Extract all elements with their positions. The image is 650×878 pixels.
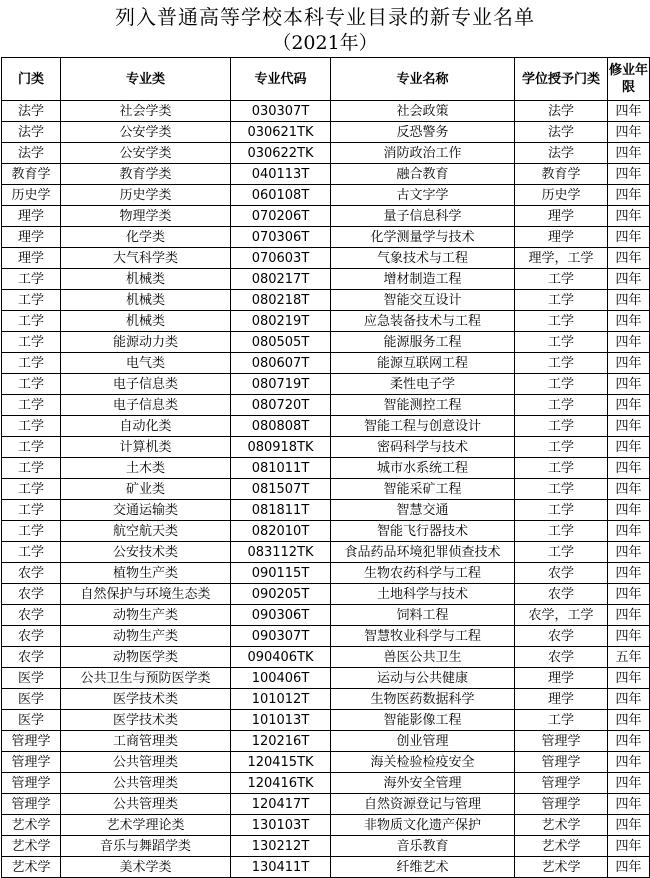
cell-code: 130411T [231, 857, 331, 878]
cell-degree: 理学 [515, 689, 608, 710]
cell-category: 理学 [2, 206, 61, 227]
table-row [2, 857, 650, 878]
cell-category: 艺术学 [2, 857, 61, 878]
cell-class: 公共管理类 [61, 773, 231, 794]
cell-name: 食品药品环境犯罪侦查技术 [331, 542, 515, 563]
cell-code: 080607T [231, 353, 331, 374]
cell-category: 农学 [2, 605, 61, 626]
cell-degree: 工学 [515, 710, 608, 731]
cell-class: 教育学类 [61, 164, 231, 185]
cell-category: 艺术学 [2, 815, 61, 836]
cell-duration: 四年 [608, 773, 650, 794]
cell-code: 030307T [231, 101, 331, 122]
cell-code: 080720T [231, 395, 331, 416]
cell-category: 工学 [2, 521, 61, 542]
cell-category: 农学 [2, 584, 61, 605]
header-name: 专业名称 [331, 58, 515, 101]
cell-category: 医学 [2, 689, 61, 710]
cell-code: 090205T [231, 584, 331, 605]
cell-name: 生物医药数据科学 [331, 689, 515, 710]
cell-category: 医学 [2, 668, 61, 689]
cell-name: 自然资源登记与管理 [331, 794, 515, 815]
cell-class: 自然保护与环境生态类 [61, 584, 231, 605]
cell-class: 电子信息类 [61, 374, 231, 395]
cell-class: 机械类 [61, 269, 231, 290]
cell-class: 计算机类 [61, 437, 231, 458]
cell-class: 机械类 [61, 311, 231, 332]
cell-name: 智慧交通 [331, 500, 515, 521]
cell-duration: 四年 [608, 836, 650, 857]
cell-code: 090306T [231, 605, 331, 626]
table-row [2, 626, 650, 647]
cell-class: 音乐与舞蹈学类 [61, 836, 231, 857]
cell-name: 社会政策 [331, 101, 515, 122]
cell-category: 工学 [2, 500, 61, 521]
cell-name: 化学测量学与技术 [331, 227, 515, 248]
cell-category: 管理学 [2, 731, 61, 752]
cell-degree: 管理学 [515, 794, 608, 815]
cell-duration: 四年 [608, 752, 650, 773]
cell-class: 化学类 [61, 227, 231, 248]
header-code: 专业代码 [231, 58, 331, 101]
cell-name: 纤维艺术 [331, 857, 515, 878]
table-row [2, 647, 650, 668]
cell-degree: 理学 [515, 227, 608, 248]
cell-code: 101012T [231, 689, 331, 710]
cell-degree: 工学 [515, 395, 608, 416]
table-row [2, 689, 650, 710]
cell-code: 080218T [231, 290, 331, 311]
cell-class: 艺术学理论类 [61, 815, 231, 836]
cell-name: 非物质文化遗产保护 [331, 815, 515, 836]
cell-name: 融合教育 [331, 164, 515, 185]
cell-name: 海外安全管理 [331, 773, 515, 794]
majors-table [1, 57, 650, 878]
cell-category: 工学 [2, 542, 61, 563]
cell-name: 创业管理 [331, 731, 515, 752]
cell-duration: 四年 [608, 605, 650, 626]
cell-degree: 工学 [515, 311, 608, 332]
cell-degree: 管理学 [515, 731, 608, 752]
cell-name: 应急装备技术与工程 [331, 311, 515, 332]
cell-category: 工学 [2, 353, 61, 374]
table-row [2, 269, 650, 290]
cell-degree: 法学 [515, 122, 608, 143]
cell-name: 智能工程与创意设计 [331, 416, 515, 437]
cell-degree: 农学 [515, 647, 608, 668]
cell-code: 080719T [231, 374, 331, 395]
cell-category: 医学 [2, 710, 61, 731]
cell-degree: 工学 [515, 479, 608, 500]
cell-duration: 四年 [608, 122, 650, 143]
cell-class: 公共卫生与预防医学类 [61, 668, 231, 689]
cell-category: 工学 [2, 269, 61, 290]
cell-duration: 四年 [608, 542, 650, 563]
table-row [2, 542, 650, 563]
cell-code: 030621TK [231, 122, 331, 143]
table-row [2, 773, 650, 794]
cell-name: 能源互联网工程 [331, 353, 515, 374]
cell-degree: 教育学 [515, 164, 608, 185]
cell-degree: 工学 [515, 269, 608, 290]
cell-class: 社会学类 [61, 101, 231, 122]
cell-category: 农学 [2, 563, 61, 584]
cell-duration: 四年 [608, 101, 650, 122]
table-row [2, 794, 650, 815]
table-row [2, 521, 650, 542]
cell-duration: 四年 [608, 626, 650, 647]
cell-name: 生物农药科学与工程 [331, 563, 515, 584]
cell-duration: 四年 [608, 269, 650, 290]
cell-class: 公安技术类 [61, 542, 231, 563]
cell-category: 管理学 [2, 794, 61, 815]
header-degree: 学位授予门类 [515, 58, 608, 101]
cell-code: 081811T [231, 500, 331, 521]
table-row [2, 374, 650, 395]
cell-duration: 四年 [608, 143, 650, 164]
table-header-row [2, 58, 650, 101]
cell-name: 智能影像工程 [331, 710, 515, 731]
table-row [2, 605, 650, 626]
cell-duration: 五年 [608, 647, 650, 668]
cell-duration: 四年 [608, 206, 650, 227]
table-row [2, 185, 650, 206]
cell-duration: 四年 [608, 290, 650, 311]
cell-code: 070206T [231, 206, 331, 227]
document-year: （2021年） [272, 32, 378, 54]
cell-degree: 艺术学 [515, 857, 608, 878]
cell-name: 反恐警务 [331, 122, 515, 143]
cell-name: 智能采矿工程 [331, 479, 515, 500]
cell-degree: 理学 [515, 206, 608, 227]
cell-name: 柔性电子学 [331, 374, 515, 395]
cell-duration: 四年 [608, 248, 650, 269]
cell-class: 大气科学类 [61, 248, 231, 269]
cell-duration: 四年 [608, 689, 650, 710]
cell-duration: 四年 [608, 500, 650, 521]
cell-degree: 工学 [515, 521, 608, 542]
cell-degree: 理学，工学 [515, 248, 608, 269]
cell-duration: 四年 [608, 332, 650, 353]
cell-name: 智能测控工程 [331, 395, 515, 416]
table-row [2, 311, 650, 332]
cell-name: 增材制造工程 [331, 269, 515, 290]
cell-name: 饲料工程 [331, 605, 515, 626]
table-row [2, 206, 650, 227]
document-title: 列入普通高等学校本科专业目录的新专业名单 [115, 5, 535, 29]
cell-class: 机械类 [61, 290, 231, 311]
cell-class: 公安学类 [61, 122, 231, 143]
cell-class: 公共管理类 [61, 752, 231, 773]
cell-duration: 四年 [608, 227, 650, 248]
table-row [2, 437, 650, 458]
cell-degree: 工学 [515, 416, 608, 437]
table-body [2, 101, 650, 878]
cell-category: 管理学 [2, 752, 61, 773]
cell-degree: 农学 [515, 584, 608, 605]
cell-category: 工学 [2, 290, 61, 311]
table-row [2, 563, 650, 584]
cell-code: 120416TK [231, 773, 331, 794]
cell-degree: 工学 [515, 374, 608, 395]
cell-category: 艺术学 [2, 836, 61, 857]
table-row [2, 731, 650, 752]
cell-category: 工学 [2, 479, 61, 500]
table-row [2, 290, 650, 311]
cell-degree: 工学 [515, 437, 608, 458]
header-duration: 修业年限 [608, 58, 650, 101]
cell-code: 120415TK [231, 752, 331, 773]
table-row [2, 101, 650, 122]
table-row [2, 836, 650, 857]
table-row [2, 164, 650, 185]
cell-degree: 工学 [515, 458, 608, 479]
table-row [2, 584, 650, 605]
cell-duration: 四年 [608, 584, 650, 605]
cell-code: 081011T [231, 458, 331, 479]
cell-duration: 四年 [608, 710, 650, 731]
table-row [2, 710, 650, 731]
cell-degree: 法学 [515, 101, 608, 122]
cell-code: 070306T [231, 227, 331, 248]
cell-category: 历史学 [2, 185, 61, 206]
cell-duration: 四年 [608, 395, 650, 416]
cell-class: 电子信息类 [61, 395, 231, 416]
cell-category: 法学 [2, 122, 61, 143]
cell-class: 动物生产类 [61, 605, 231, 626]
cell-name: 量子信息科学 [331, 206, 515, 227]
cell-name: 密码科学与技术 [331, 437, 515, 458]
cell-duration: 四年 [608, 416, 650, 437]
cell-duration: 四年 [608, 794, 650, 815]
cell-duration: 四年 [608, 521, 650, 542]
cell-class: 土木类 [61, 458, 231, 479]
cell-category: 管理学 [2, 773, 61, 794]
cell-code: 083112TK [231, 542, 331, 563]
cell-degree: 工学 [515, 500, 608, 521]
cell-duration: 四年 [608, 458, 650, 479]
cell-class: 动物医学类 [61, 647, 231, 668]
cell-class: 公安学类 [61, 143, 231, 164]
cell-code: 120216T [231, 731, 331, 752]
table-row [2, 227, 650, 248]
cell-code: 101013T [231, 710, 331, 731]
cell-category: 农学 [2, 626, 61, 647]
cell-code: 082010T [231, 521, 331, 542]
cell-category: 工学 [2, 311, 61, 332]
cell-class: 工商管理类 [61, 731, 231, 752]
cell-code: 080219T [231, 311, 331, 332]
cell-code: 130212T [231, 836, 331, 857]
table-row [2, 479, 650, 500]
cell-category: 农学 [2, 647, 61, 668]
table-row [2, 122, 650, 143]
cell-class: 物理学类 [61, 206, 231, 227]
cell-code: 030622TK [231, 143, 331, 164]
header-class: 专业类 [61, 58, 231, 101]
cell-code: 120417T [231, 794, 331, 815]
cell-class: 能源动力类 [61, 332, 231, 353]
cell-duration: 四年 [608, 479, 650, 500]
cell-duration: 四年 [608, 731, 650, 752]
table-row [2, 815, 650, 836]
cell-degree: 工学 [515, 332, 608, 353]
cell-degree: 法学 [515, 143, 608, 164]
cell-class: 历史学类 [61, 185, 231, 206]
cell-class: 医学技术类 [61, 689, 231, 710]
table-row [2, 416, 650, 437]
cell-code: 080808T [231, 416, 331, 437]
cell-category: 理学 [2, 248, 61, 269]
cell-name: 运动与公共健康 [331, 668, 515, 689]
table-row [2, 248, 650, 269]
table-row [2, 752, 650, 773]
cell-code: 090115T [231, 563, 331, 584]
cell-code: 090307T [231, 626, 331, 647]
cell-duration: 四年 [608, 353, 650, 374]
cell-class: 医学技术类 [61, 710, 231, 731]
cell-duration: 四年 [608, 857, 650, 878]
table-row [2, 668, 650, 689]
table-row [2, 395, 650, 416]
cell-degree: 理学 [515, 668, 608, 689]
cell-degree: 农学，工学 [515, 605, 608, 626]
cell-category: 工学 [2, 416, 61, 437]
cell-code: 040113T [231, 164, 331, 185]
cell-duration: 四年 [608, 815, 650, 836]
cell-name: 智能飞行器技术 [331, 521, 515, 542]
cell-category: 法学 [2, 143, 61, 164]
cell-duration: 四年 [608, 185, 650, 206]
table-row [2, 332, 650, 353]
cell-code: 081507T [231, 479, 331, 500]
cell-duration: 四年 [608, 374, 650, 395]
cell-code: 130103T [231, 815, 331, 836]
cell-name: 消防政治工作 [331, 143, 515, 164]
cell-class: 公共管理类 [61, 794, 231, 815]
cell-name: 城市水系统工程 [331, 458, 515, 479]
cell-code: 080918TK [231, 437, 331, 458]
cell-code: 070603T [231, 248, 331, 269]
cell-name: 气象技术与工程 [331, 248, 515, 269]
cell-duration: 四年 [608, 311, 650, 332]
table-row [2, 143, 650, 164]
cell-code: 080217T [231, 269, 331, 290]
cell-category: 工学 [2, 395, 61, 416]
cell-degree: 农学 [515, 563, 608, 584]
cell-category: 工学 [2, 332, 61, 353]
cell-name: 智能交互设计 [331, 290, 515, 311]
cell-name: 音乐教育 [331, 836, 515, 857]
cell-code: 060108T [231, 185, 331, 206]
cell-class: 美术学类 [61, 857, 231, 878]
cell-degree: 工学 [515, 353, 608, 374]
cell-category: 法学 [2, 101, 61, 122]
cell-class: 电气类 [61, 353, 231, 374]
cell-name: 智慧牧业科学与工程 [331, 626, 515, 647]
table-row [2, 353, 650, 374]
cell-name: 兽医公共卫生 [331, 647, 515, 668]
cell-name: 海关检验检疫安全 [331, 752, 515, 773]
cell-class: 植物生产类 [61, 563, 231, 584]
cell-degree: 管理学 [515, 773, 608, 794]
cell-degree: 艺术学 [515, 815, 608, 836]
cell-degree: 管理学 [515, 752, 608, 773]
cell-name: 土地科学与技术 [331, 584, 515, 605]
table-row [2, 458, 650, 479]
table-row [2, 500, 650, 521]
cell-category: 理学 [2, 227, 61, 248]
cell-class: 动物生产类 [61, 626, 231, 647]
cell-degree: 历史学 [515, 185, 608, 206]
cell-code: 090406TK [231, 647, 331, 668]
cell-category: 教育学 [2, 164, 61, 185]
cell-degree: 工学 [515, 290, 608, 311]
cell-degree: 农学 [515, 626, 608, 647]
cell-category: 工学 [2, 458, 61, 479]
cell-class: 矿业类 [61, 479, 231, 500]
cell-name: 能源服务工程 [331, 332, 515, 353]
cell-duration: 四年 [608, 164, 650, 185]
cell-class: 交通运输类 [61, 500, 231, 521]
cell-duration: 四年 [608, 563, 650, 584]
cell-duration: 四年 [608, 668, 650, 689]
cell-name: 古文字学 [331, 185, 515, 206]
cell-degree: 工学 [515, 542, 608, 563]
cell-code: 080505T [231, 332, 331, 353]
header-category: 门类 [2, 58, 61, 101]
cell-code: 100406T [231, 668, 331, 689]
cell-category: 工学 [2, 437, 61, 458]
cell-duration: 四年 [608, 437, 650, 458]
cell-degree: 艺术学 [515, 836, 608, 857]
cell-class: 自动化类 [61, 416, 231, 437]
cell-category: 工学 [2, 374, 61, 395]
cell-class: 航空航天类 [61, 521, 231, 542]
